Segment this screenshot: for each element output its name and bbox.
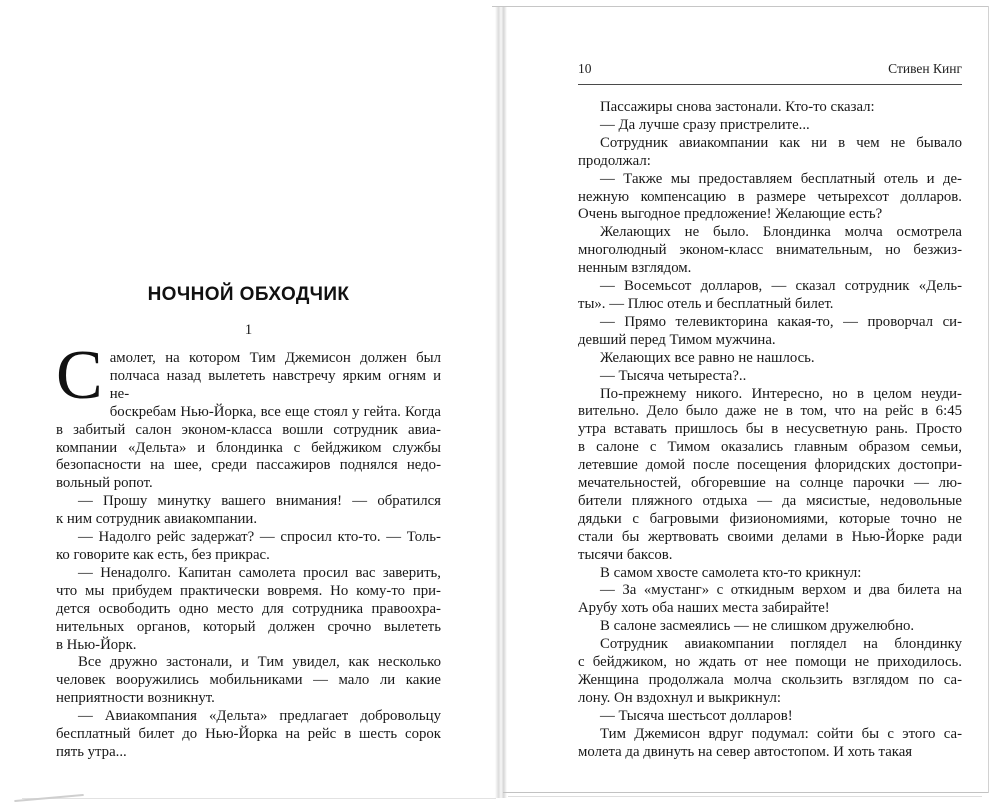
paragraph [578, 117, 962, 135]
paragraph [578, 314, 962, 350]
text-line: тысячи баксов. [578, 546, 673, 563]
text-line: что мы прибудем практически вовремя. Но кому-то при- [56, 582, 441, 599]
text-line: с бейджиком, но ждать от нее помощи не приходилось. [578, 654, 962, 671]
text-line: — Тысяча четыреста?.. [600, 367, 747, 384]
text-line: По-прежнему никого. Интересно, но в целом неуди- [600, 385, 962, 402]
paragraph [56, 337, 441, 493]
text-line: дядьки с багровыми физиономиями, которые точно не [578, 510, 962, 527]
page-header [578, 61, 962, 85]
text-line: боскребам Нью-Йорка, все еще стоял у гейта. Когда [109, 403, 441, 420]
page-right [578, 0, 962, 807]
right-page-text [578, 99, 962, 762]
text-line: девший перед Тимом мужчина. [578, 331, 776, 348]
paragraph [578, 278, 962, 314]
text-line: утра вставать пришлось бы в несусветную рань. Просто [578, 421, 962, 438]
text-line: Сотрудник авиакомпании как ни в чем не бывало [600, 134, 962, 151]
text-line: — Прошу минутку вашего внимания! — обратился [78, 493, 441, 510]
text-line: нительных органов, который должен срочно вылететь [56, 618, 441, 635]
text-line: безопасности на шее, среди пассажиров поднялся недо- [56, 457, 441, 474]
text-line: — Надолго рейс задержат? — спросил кто-то. — Толь- [78, 529, 441, 546]
page-left [56, 0, 441, 807]
paragraph [578, 726, 962, 762]
text-line: в салоне с Тимом оказались главным образом семьи, [578, 439, 962, 456]
text-line: дется освободить одно место для сотрудника правоохра- [56, 600, 441, 617]
paragraph [578, 708, 962, 726]
text-line: — Ненадолго. Капитан самолета просил вас заверить, [78, 564, 441, 581]
paragraph [578, 135, 962, 171]
paragraph [578, 224, 962, 278]
text-line: в Нью-Йорк. [56, 636, 137, 653]
text-line: — Авиакомпания «Дельта» предлагает добровольцу [78, 708, 441, 725]
text-line: — За «мустанг» с откидным верхом и два билета на [600, 582, 962, 599]
text-line: Желающих все равно не нашлось. [600, 349, 815, 366]
text-line: — Прямо телевикторина какая-то, — проворчал си- [600, 313, 962, 330]
text-line: неприятности возникнут. [56, 690, 215, 707]
text-line: к ним сотрудник авиакомпании. [56, 511, 258, 528]
text-line: Очень выгодное предложение! Желающие есть? [578, 206, 883, 223]
text-line: В самом хвосте самолета кто-то крикнул: [600, 564, 862, 581]
text-line: молета да двинуть на север автостопом. И хоть такая [578, 743, 913, 760]
text-line: бители пляжного отдыха — да мясистые, недовольные [578, 492, 962, 509]
text-line: Желающих не было. Блондинка молча осмотрела [600, 224, 962, 241]
chapter-title: НОЧНОЙ ОБХОДЧИК [147, 284, 350, 305]
page-number: 10 [578, 61, 592, 76]
gutter-shadow [495, 6, 507, 798]
paragraph [56, 565, 441, 655]
text-line: вольный ропот. [56, 475, 153, 492]
text-line: Пассажиры снова застонали. Кто-то сказал: [600, 99, 875, 115]
text-line: амолет, на котором Тим Джемисон должен был [109, 350, 441, 366]
drop-cap: С [56, 337, 103, 414]
paragraph [56, 708, 441, 762]
text-line: мечательностей, обгоревшие на солнце парочки — лю- [578, 475, 962, 492]
running-head: Стивен Кинг [888, 61, 962, 76]
paragraph [578, 171, 962, 225]
text-line: лону. Он вздохнул и выкрикнул: [578, 689, 781, 706]
paragraph [578, 636, 962, 708]
paragraph [578, 565, 962, 583]
text-line: Все дружно застонали, и Тим увидел, как несколько [78, 654, 441, 671]
text-line: стали бы жертвовать своими делами в Нью-Йорке ради [578, 528, 962, 545]
text-line: Арубу хоть оба наших места забирайте! [578, 600, 830, 617]
paragraph [56, 529, 441, 565]
text-line: — Тысяча шестьсот долларов! [600, 707, 793, 724]
text-line: полчаса назад вылететь навстречу ярким огням и не- [109, 367, 441, 402]
page-edge-right [988, 6, 989, 793]
text-line: — Также мы предоставляем бесплатный отель и де- [600, 170, 962, 187]
text-line: ты». — Плюс отель и бесплатный билет. [578, 295, 834, 312]
text-line: нежную компенсацию в размере четырехсот долларов. [578, 188, 962, 205]
paragraph [578, 99, 962, 117]
text-line: вительно. Дело было даже не в том, что на рейс в 6:45 [578, 403, 962, 420]
section-number: 1 [244, 322, 253, 338]
text-line: бесплатный билет до Нью-Йорка на рейс в шесть сорок [56, 726, 441, 743]
paragraph [578, 386, 962, 565]
text-line: человек вооружились мобильниками — мало ли какие [56, 672, 441, 689]
text-line: В салоне засмеялись — не слишком дружелюбно. [600, 618, 915, 635]
paragraph [56, 654, 441, 708]
text-line: Женщина продолжала молча скользить взглядом по са- [578, 672, 962, 688]
text-line: — Да лучше сразу пристрелите... [600, 116, 810, 133]
text-line: пять утра... [56, 743, 127, 760]
text-line: ко говорите как есть, без прикрас. [56, 546, 270, 563]
text-line: продолжал: [578, 152, 651, 169]
text-line: летевшие домой после посещения флоридских достопри- [578, 457, 962, 474]
text-line: ненным взглядом. [578, 260, 692, 277]
text-line: — Восемьсот долларов, — сказал сотрудник «Дель- [600, 278, 962, 295]
paragraph [578, 582, 962, 618]
paragraph [56, 493, 441, 529]
left-page-text [56, 337, 441, 762]
paragraph [578, 350, 962, 368]
text-line: многолюдный эконом-класс внимательным, но безжиз- [578, 242, 962, 259]
text-line: в забитый салон эконом-класса вошли сотрудник авиа- [56, 421, 441, 438]
text-line: Сотрудник авиакомпании поглядел на блондинку [600, 636, 962, 653]
text-line: Тим Джемисон вдруг подумал: сойти бы с этого са- [600, 725, 962, 742]
paragraph [578, 618, 962, 636]
text-line: компании «Дельта» и блондинка с бейджиком службы [56, 439, 441, 456]
paragraph [578, 368, 962, 386]
